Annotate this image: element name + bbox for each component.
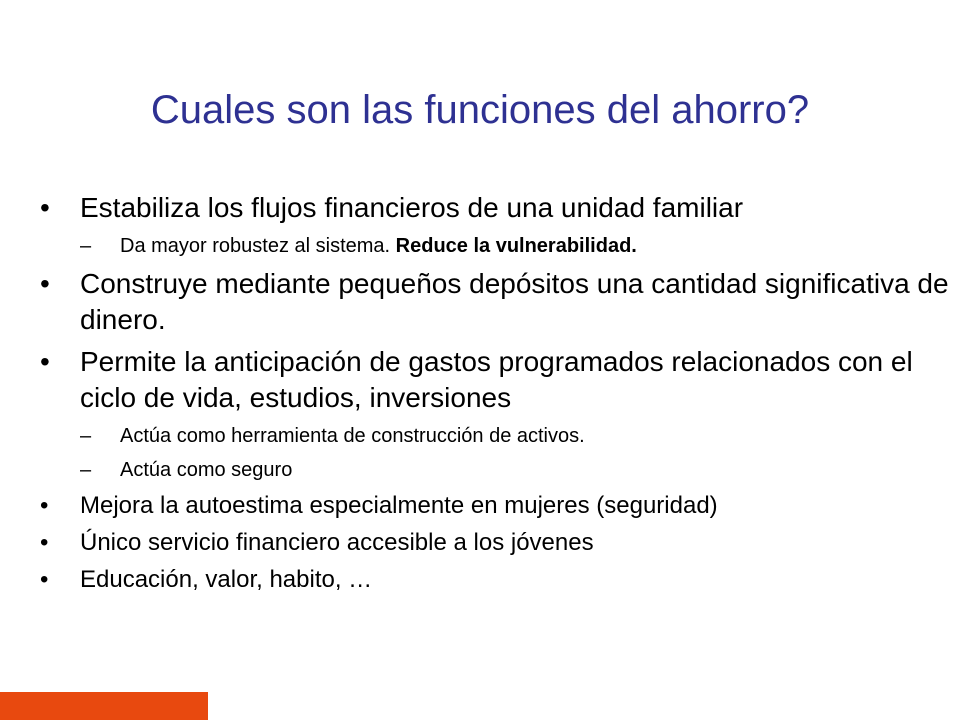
bullet-icon: • [40, 346, 50, 377]
slide-title: Cuales son las funciones del ahorro? [150, 88, 810, 132]
bullet-item-educacion [40, 564, 955, 596]
dash-icon: – [80, 425, 92, 447]
bullet-item-autoestima [40, 490, 955, 522]
bullet-text: Mejora la autoestima especialmente en mujeres (seguridad) [80, 492, 718, 519]
bullet-list [40, 190, 955, 601]
dash-icon: – [80, 235, 92, 257]
bullet-text: Único servicio financiero accesible a los jóvenes [80, 529, 594, 556]
bullet-item-unico [40, 527, 955, 559]
dash-icon: – [80, 459, 92, 481]
bullet-text: Construye mediante pequeños depósitos una cantidad significativa de dinero. [80, 268, 949, 335]
sub-bullet-text: Da mayor robustez al sistema. [120, 235, 396, 257]
sub-bullet-item-robustez [40, 232, 955, 260]
bullet-item-permite [40, 344, 955, 416]
bullet-text: Estabiliza los flujos financieros de una unidad familiar [80, 192, 744, 223]
bullet-item-estabiliza [40, 190, 955, 226]
sub-bullet-item-seguro [40, 456, 955, 484]
accent-bar [0, 692, 208, 720]
bullet-icon: • [40, 268, 50, 299]
bullet-item-construye [40, 266, 955, 338]
sub-bullet-text: Actúa como seguro [120, 459, 293, 481]
sub-bullet-bold-text: Reduce la vulnerabilidad. [395, 235, 637, 257]
bullet-text: Educación, valor, habito, … [80, 566, 373, 593]
bullet-icon: • [40, 529, 49, 556]
sub-bullet-item-herramienta [40, 422, 955, 450]
bullet-icon: • [40, 492, 49, 519]
sub-bullet-text: Actúa como herramienta de construcción de activos. [120, 425, 585, 447]
bullet-icon: • [40, 192, 50, 223]
bullet-icon: • [40, 566, 49, 593]
bullet-text: Permite la anticipación de gastos programados relacionados con el ciclo de vida, estudios, inversiones [80, 346, 913, 413]
